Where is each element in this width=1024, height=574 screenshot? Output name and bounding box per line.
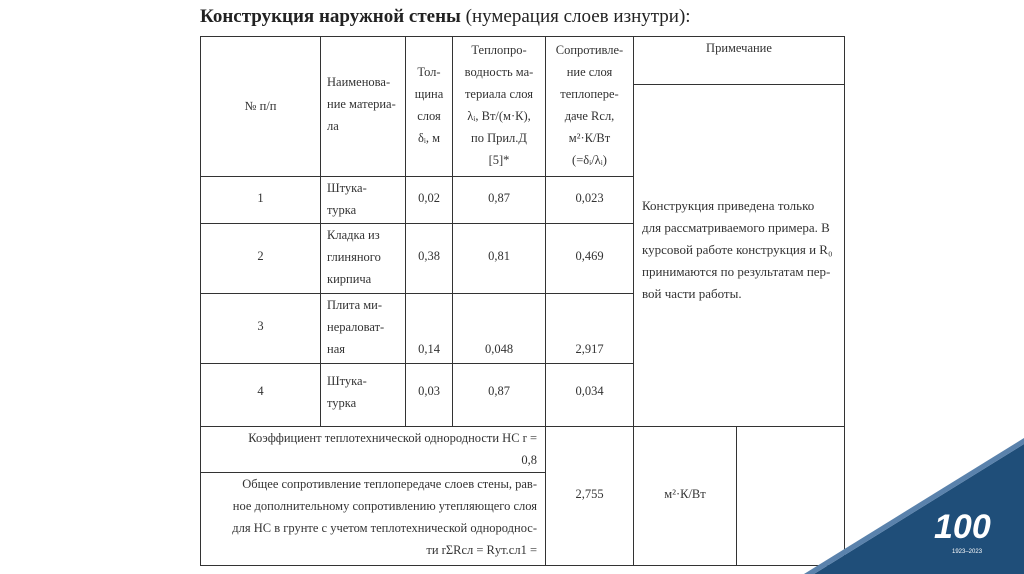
header-conductivity: Теплопро- водность ма- териала слоя λᵢ, Вт/(м·К), по Прил.Д [5]*	[464, 43, 534, 167]
row1-num-cell	[200, 176, 321, 224]
title-rest: (нумерация слоев изнутри):	[460, 6, 691, 27]
row2-num-cell	[200, 223, 321, 294]
total-unit: м²·К/Вт	[664, 487, 706, 501]
title-bold: Конструкция наружной стены	[200, 6, 461, 27]
header-resistance: Сопротивле- ние слоя теплопере- даче Rсл, м²·К/Вт (=δᵢ/λᵢ)	[555, 43, 624, 167]
table-row-thickness: 0,14	[418, 342, 440, 356]
row4-conductivity-cell	[452, 363, 546, 427]
row4-resistance-cell	[545, 363, 634, 427]
header-note: Примечание	[706, 41, 772, 55]
corner-decoration	[784, 434, 1024, 574]
row3-thickness-cell	[405, 293, 453, 364]
row1-thickness-cell	[405, 176, 453, 224]
table-row-resistance: 2,917	[575, 342, 604, 356]
row3-conductivity-cell	[452, 293, 546, 364]
header-resistance-cell	[545, 36, 634, 177]
row3-name-cell	[320, 293, 406, 364]
header-thickness: Тол- щина слоя δᵢ, м	[414, 65, 444, 145]
row1-conductivity-cell	[452, 176, 546, 224]
row2-thickness-cell	[405, 223, 453, 294]
table-row-name: Кладка из глиняного кирпича	[327, 228, 381, 286]
table-row-num: 2	[257, 249, 264, 263]
table-row-thickness: 0,38	[418, 249, 440, 263]
header-num: № п/п	[244, 99, 277, 113]
table-row-resistance: 0,469	[575, 249, 604, 263]
table-row-name: Плита ми- нераловат- ная	[327, 298, 385, 356]
page-title	[200, 6, 691, 28]
row4-num-cell	[200, 363, 321, 427]
table-row-resistance: 0,034	[575, 384, 604, 398]
total-unit-cell	[633, 426, 737, 566]
row1-resistance-cell	[545, 176, 634, 224]
table-row-thickness: 0,03	[418, 384, 440, 398]
note-cell	[633, 84, 845, 427]
header-name-cell	[320, 36, 406, 177]
header-name: Наименова- ние материа- ла	[327, 75, 396, 133]
row1-name-cell	[320, 176, 406, 224]
coef-label: Коэффициент теплотехнической однородности НС r = 0,8	[248, 427, 537, 471]
row3-num-cell	[200, 293, 321, 364]
total-label: Общее сопротивление теплопередаче слоев стены, рав- ное дополнительному сопротивлению утепляющего слоя для НС в грунте с учетом теплотехнической однороднос- ти rΣRсл = Rут.сл1 =	[232, 477, 537, 557]
header-note-cell	[633, 36, 845, 85]
table-row-num: 3	[257, 319, 264, 333]
coef-cell	[200, 426, 546, 473]
row2-conductivity-cell	[452, 223, 546, 294]
logo-years: 1923–2023	[952, 549, 983, 555]
table-row-conductivity: 0,048	[484, 342, 514, 356]
row4-thickness-cell	[405, 363, 453, 427]
header-thickness-cell	[405, 36, 453, 177]
total-cell	[200, 472, 546, 566]
table-row-conductivity: 0,87	[488, 384, 510, 398]
note-text: Конструкция приведена только для рассматриваемого примера. В курсовой работе конструкция и R₀ принимаются по результатам пер- вой части работы.	[642, 198, 833, 301]
table-row-resistance: 0,023	[575, 191, 604, 205]
total-value: 2,755	[575, 487, 604, 501]
table-row-num: 1	[257, 191, 264, 205]
row3-resistance-cell	[545, 293, 634, 364]
table-row-name: Штука- турка	[327, 181, 367, 217]
table-row-num: 4	[257, 384, 264, 398]
table-row-conductivity: 0,87	[488, 191, 510, 205]
total-value-cell	[545, 426, 634, 566]
table-row-conductivity: 0,81	[488, 249, 510, 263]
coef-value: 0,8	[521, 453, 537, 467]
header-num-cell	[200, 36, 321, 177]
table-row-thickness: 0,02	[418, 191, 440, 205]
row4-name-cell	[320, 363, 406, 427]
row2-resistance-cell	[545, 223, 634, 294]
table-row-name: Штука- турка	[327, 374, 367, 410]
header-conductivity-cell	[452, 36, 546, 177]
row2-name-cell	[320, 223, 406, 294]
anniversary-logo: 100	[934, 508, 991, 546]
